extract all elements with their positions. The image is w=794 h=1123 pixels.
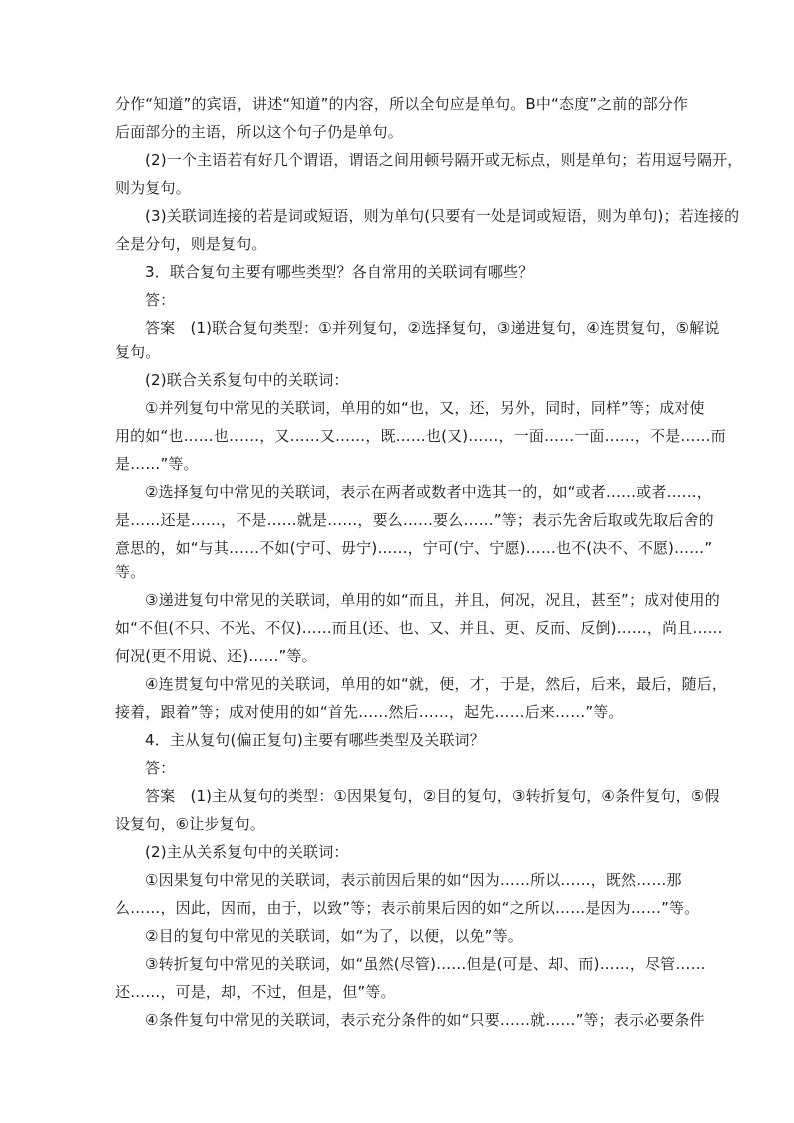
paragraph-line: ③递进复句中常见的关联词，单用的如“而且，并且，何况，况且，甚至”；成对使用的 bbox=[145, 591, 720, 609]
paragraph-line: 是……”等。 bbox=[115, 455, 199, 473]
paragraph-line: 还……，可是，却，不过，但是，但”等。 bbox=[115, 983, 396, 1001]
paragraph-line: 是……还是……，不是……就是……，要么……要么……”等；表示先舍后取或先取后舍的 bbox=[115, 511, 714, 529]
paragraph-line: ④条件复句中常见的关联词，表示充分条件的如“只要……就……”等；表示必要条件 bbox=[145, 1011, 705, 1029]
answer-line: 答案 (1)联合复句类型：①并列复句，②选择复句，③递进复句，④连贯复句，⑤解说 bbox=[145, 319, 720, 337]
paragraph-line: ②目的复句中常见的关联词，如“为了，以便，以免”等。 bbox=[145, 927, 523, 945]
paragraph-line: ②选择复句中常见的关联词，表示在两者或数者中选其一的，如“或者……或者……， bbox=[145, 483, 712, 501]
paragraph-line: 何况(更不用说、还)……”等。 bbox=[115, 647, 317, 665]
paragraph-line: 接着，跟着”等；成对使用的如“首先……然后……，起先……后来……”等。 bbox=[115, 703, 624, 721]
paragraph-line: ③转折复句中常见的关联词，如“虽然(尽管)……但是(可是、却、而)……，尽管…… bbox=[145, 955, 706, 973]
paragraph-line: ①并列复句中常见的关联词，单用的如“也，又，还，另外，同时，同样”等；成对使 bbox=[145, 399, 705, 417]
paragraph-line: 用的如“也……也……，又……又……，既……也(又)……，一面……一面……，不是……而 bbox=[115, 427, 726, 445]
paragraph-line: (2)一个主语若有好几个谓语，谓语之间用顿号隔开或无标点，则是单句；若用逗号隔开， bbox=[145, 151, 743, 169]
question-heading: 3．联合复句主要有哪些类型？各自常用的关联词有哪些？ bbox=[145, 263, 534, 281]
paragraph-line: 等。 bbox=[115, 563, 146, 581]
paragraph-line: 则为复句。 bbox=[115, 179, 191, 197]
paragraph-line: (2)主从关系复句中的关联词： bbox=[145, 843, 349, 861]
question-heading: 4．主从复句(偏正复句)主要有哪些类型及关联词？ bbox=[145, 731, 485, 749]
paragraph-line: 分作“知道”的宾语，讲述“知道”的内容，所以全句应是单句。B中“态度”之前的部分作 bbox=[115, 95, 689, 113]
answer-line: 答案 (1)主从复句的类型：①因果复句，②目的复句，③转折复句，④条件复句，⑤假 bbox=[145, 787, 720, 805]
answer-label: 答： bbox=[145, 291, 176, 309]
paragraph-line: 如“不但(不只、不光、不仅)……而且(还、也、又、并且、更、反而、反倒)……，尚且…… bbox=[115, 619, 723, 637]
paragraph-line: 全是分句，则是复句。 bbox=[115, 235, 267, 253]
paragraph-line: ④连贯复句中常见的关联词，单用的如“就，便，才，于是，然后，后来，最后，随后， bbox=[145, 675, 728, 693]
answer-label: 答： bbox=[145, 759, 176, 777]
paragraph-line: 意思的，如“与其……不如(宁可、毋宁)……，宁可(宁、宁愿)……也不(决不、不愿)……” bbox=[115, 539, 713, 557]
paragraph-line: 复句。 bbox=[115, 343, 161, 361]
paragraph-line: ①因果复句中常见的关联词，表示前因后果的如“因为……所以……，既然……那 bbox=[145, 871, 682, 889]
paragraph-line: 设复句，⑥让步复句。 bbox=[115, 815, 265, 833]
paragraph-line: 么……，因此，因而，由于，以致”等；表示前果后因的如“之所以……是因为……”等。 bbox=[115, 899, 700, 917]
paragraph-line: (2)联合关系复句中的关联词： bbox=[145, 371, 349, 389]
paragraph-line: 后面部分的主语，所以这个句子仍是单句。 bbox=[115, 123, 403, 141]
paragraph-line: (3)关联词连接的若是词或短语，则为单句(只要有一处是词或短语，则为单句)；若连接的 bbox=[145, 207, 740, 225]
